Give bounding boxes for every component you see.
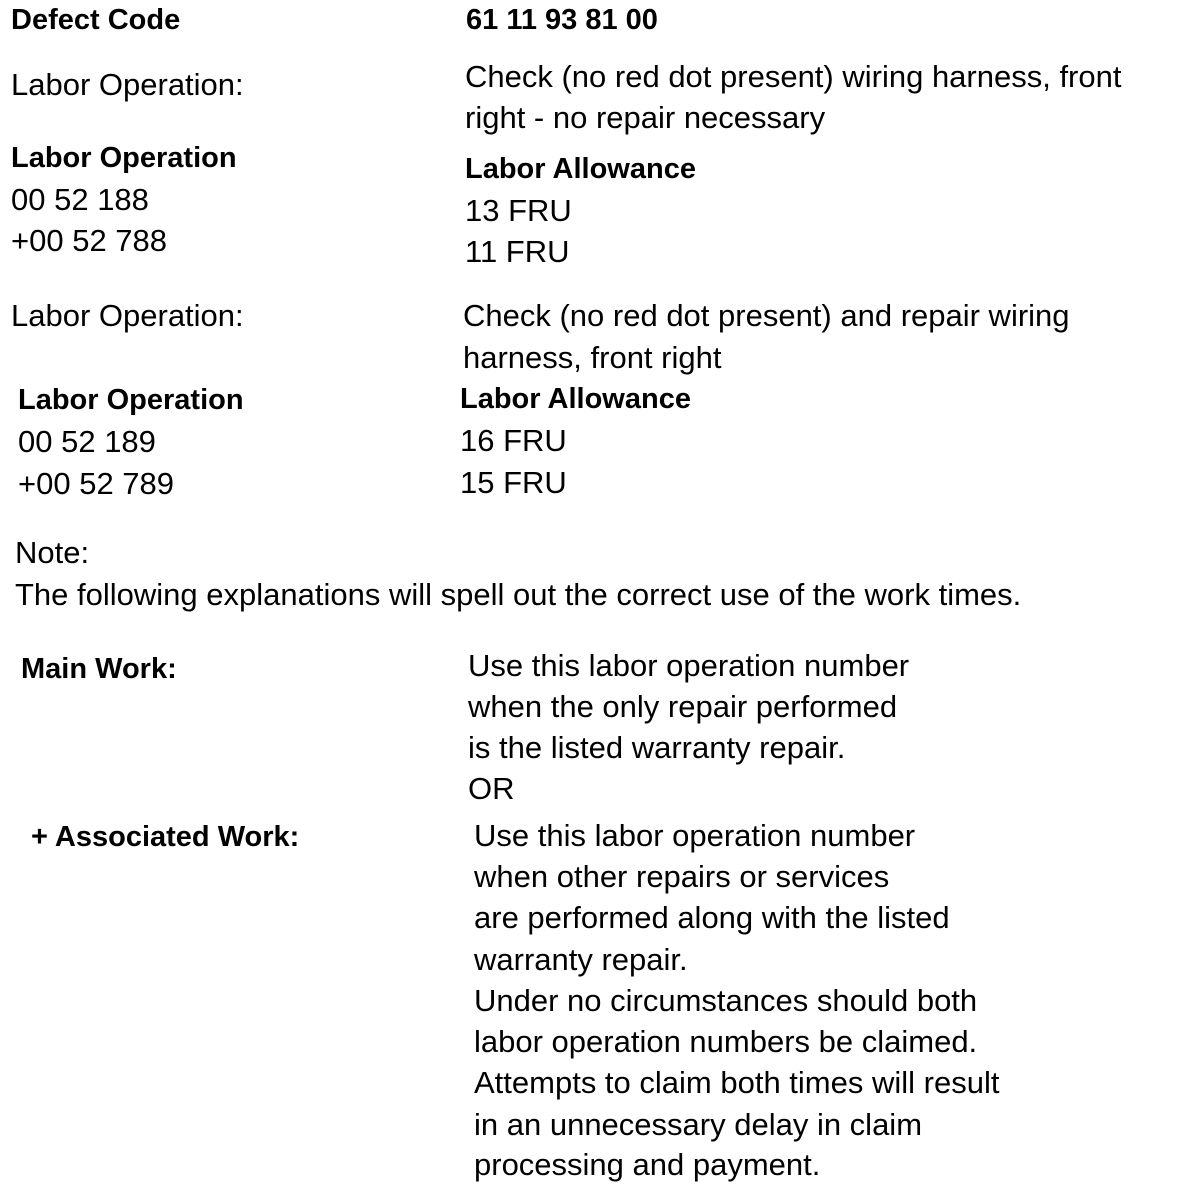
section2-desc-line1: Check (no red dot present) and repair wiring — [463, 298, 1070, 333]
section1-allow-header: Labor Allowance — [465, 153, 696, 185]
section2-op-row-2: +00 52 789 — [18, 466, 175, 501]
associated-work-line-2: when other repairs or services — [474, 859, 890, 894]
associated-work-line-7: Attempts to claim both times will result — [474, 1065, 1000, 1100]
note-label: Note: — [15, 535, 90, 570]
section1-desc-line2: right - no repair necessary — [465, 100, 826, 135]
associated-work-line-9: processing and payment. — [474, 1147, 821, 1182]
section1-allow-row-1: 13 FRU — [465, 193, 572, 228]
section2-allow-header: Labor Allowance — [460, 383, 691, 415]
defect-code-label: Defect Code — [11, 4, 181, 36]
section1-op-row-2: +00 52 788 — [11, 223, 168, 258]
main-work-line-2: when the only repair performed — [468, 689, 898, 724]
associated-work-line-3: are performed along with the listed — [474, 900, 950, 935]
main-work-label: Main Work: — [21, 653, 177, 685]
defect-code-value: 61 11 93 81 00 — [466, 4, 658, 36]
section2-op-header: Labor Operation — [18, 384, 244, 416]
associated-work-line-8: in an unnecessary delay in claim — [474, 1107, 923, 1142]
associated-work-line-6: labor operation numbers be claimed. — [474, 1024, 978, 1059]
section1-desc-line1: Check (no red dot present) wiring harness, front — [465, 59, 1122, 94]
section2-desc-line2: harness, front right — [463, 340, 722, 375]
section2-op-row-1: 00 52 189 — [18, 424, 156, 459]
associated-work-label: + Associated Work: — [31, 821, 300, 853]
associated-work-line-1: Use this labor operation number — [474, 818, 916, 853]
section1-op-label: Labor Operation: — [11, 67, 244, 102]
main-work-line-1: Use this labor operation number — [468, 648, 910, 683]
section2-op-label: Labor Operation: — [11, 298, 244, 333]
section2-allow-row-2: 15 FRU — [460, 465, 567, 500]
note-text: The following explanations will spell out the correct use of the work times. — [15, 577, 1022, 612]
section2-allow-row-1: 16 FRU — [460, 423, 567, 458]
associated-work-line-5: Under no circumstances should both — [474, 983, 978, 1018]
main-work-line-4: OR — [468, 771, 515, 806]
section1-allow-row-2: 11 FRU — [465, 234, 570, 269]
main-work-line-3: is the listed warranty repair. — [468, 730, 846, 765]
section1-op-header: Labor Operation — [11, 142, 237, 174]
associated-work-line-4: warranty repair. — [474, 942, 688, 977]
section1-op-row-1: 00 52 188 — [11, 182, 149, 217]
